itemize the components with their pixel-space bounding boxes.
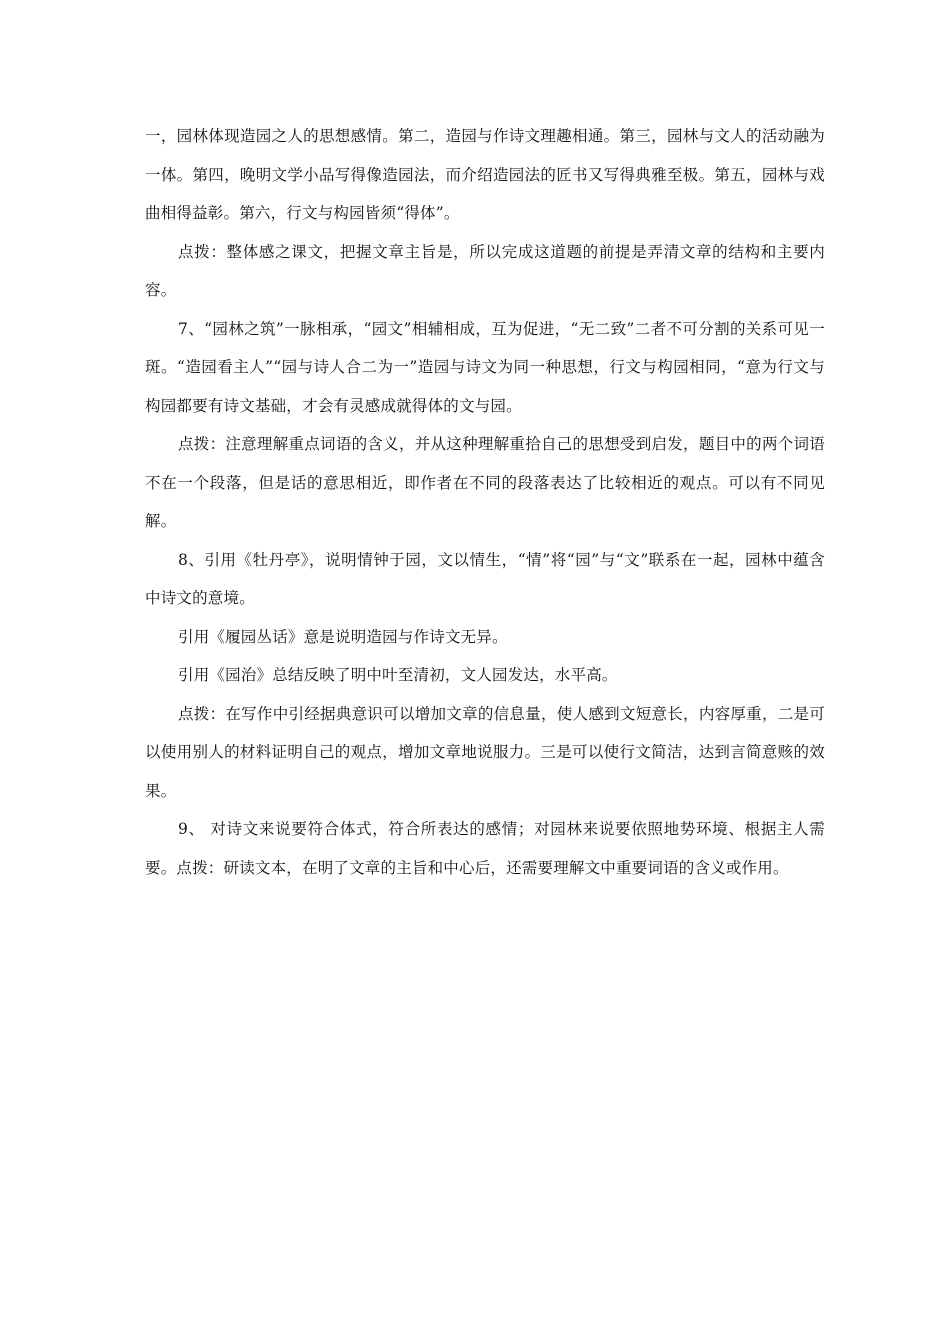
paragraph-answer-7: 7、“园林之筑”一脉相承，“园文”相辅相成，互为促进，“无二致”二者不可分割的关系可见一斑。“造园看主人”“园与诗人合二为一”造园与诗文为同一种思想，行文与构园相同，“意为行文与构园都要有诗文基础，才会有灵感成就得体的文与园。 xyxy=(145,319,825,415)
paragraph-answer-8-lvyuan: 引用《履园丛话》意是说明造园与作诗文无异。 xyxy=(178,627,508,646)
paragraph-answer-9: 9、 对诗文来说要符合体式，符合所表达的感情；对园林来说要依照地势环境、根据主人需要。点拨：研读文本，在明了文章的主旨和中心后，还需要理解文中重要词语的含义或作用。 xyxy=(145,820,825,877)
paragraph-answer-8-yuanzhi: 引用《园治》总结反映了明中叶至清初，文人园发达，水平高。 xyxy=(178,666,618,684)
paragraph-hint-7: 点拨：注意理解重点词语的含义，并从这种理解重拾自己的思想受到启发，题目中的两个词语不在一个段落，但是话的意思相近，即作者在不同的段落表达了比较相近的观点。可以有不同见解。 xyxy=(145,435,825,530)
paragraph-hint-8: 点拨：在写作中引经据典意识可以增加文章的信息量，使人感到文短意长，内容厚重，二是可以使用别人的材料证明自己的观点，增加文章地说服力。三是可以使行文简洁，达到言简意赅的效果。 xyxy=(145,704,825,800)
document-body xyxy=(145,117,825,887)
paragraph-answer-8: 8、引用《牡丹亭》，说明情钟于园，文以情生，“情”将“园”与“文”联系在一起，园林中蕴含中诗文的意境。 xyxy=(145,550,825,607)
paragraph-answer-6-continued: 一，园林体现造园之人的思想感情。第二，造园与作诗文理趣相通。第三，园林与文人的活动融为一体。第四，晚明文学小品写得像造园法，而介绍造园法的匠书又写得典雅至极。第五，园林与戏曲相得益彰。第六，行文与构园皆须“得体”。 xyxy=(145,127,825,222)
paragraph-hint-6: 点拨：整体感之课文，把握文章主旨是，所以完成这道题的前提是弄清文章的结构和主要内容。 xyxy=(145,242,825,299)
